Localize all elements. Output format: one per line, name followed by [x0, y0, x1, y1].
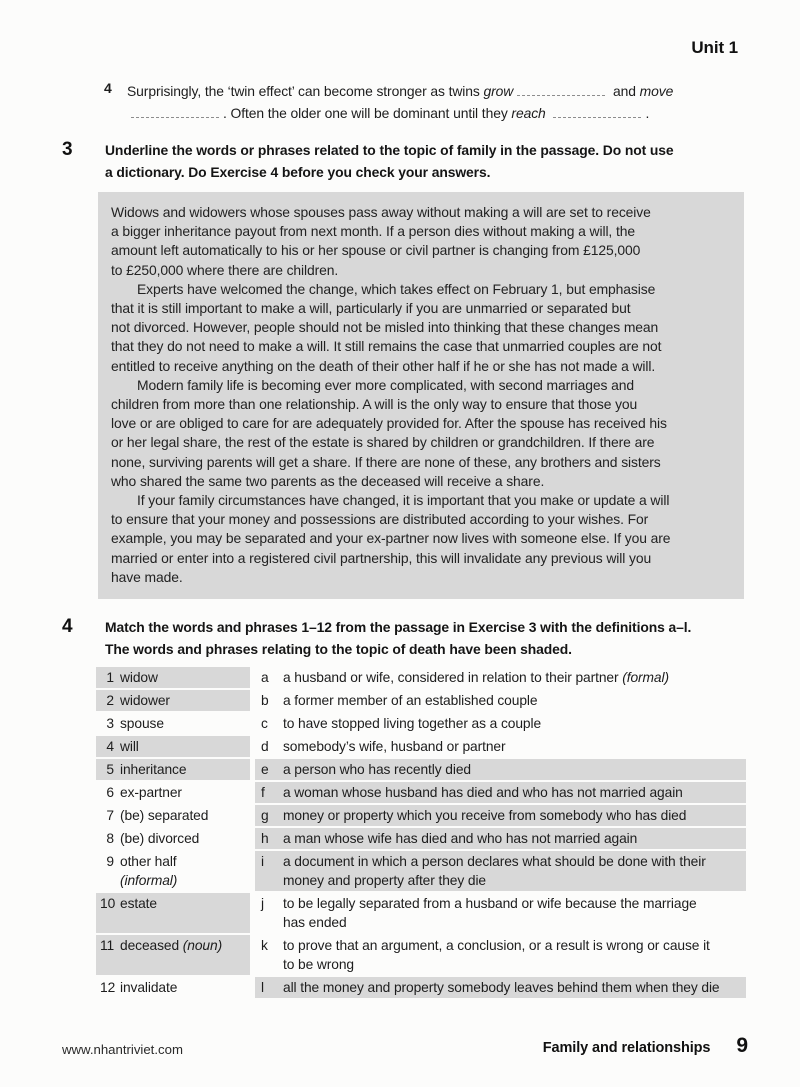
definition-text: [283, 978, 740, 997]
definition-line: a husband or wife, considered in relation to their partner (formal): [283, 670, 669, 685]
passage-line: entitled to receive anything on the death of their other half if he or she has not made a will.: [111, 357, 656, 374]
definition-line: to be legally separated from a husband or wife because the marriage: [283, 896, 697, 911]
word-cell: [96, 759, 250, 780]
word-number: 9: [106, 854, 114, 869]
word-number: 10: [100, 896, 116, 911]
item-text: [127, 80, 673, 124]
answer-blank: [517, 85, 605, 96]
exercise4-number: 4: [62, 616, 73, 637]
definition-line: has ended: [283, 915, 347, 930]
word-text: [120, 714, 246, 733]
word-label: ex-partner: [120, 785, 182, 800]
definition-cell: [255, 851, 746, 891]
passage-line: to £250,000 where there are children.: [111, 261, 339, 278]
definition-letter: c: [261, 716, 268, 731]
match-row: [96, 828, 746, 849]
footer-section-title: Family and relationships: [542, 1040, 711, 1056]
definition-text: [283, 760, 740, 779]
word-text: [120, 852, 246, 890]
definition-text: [283, 714, 740, 733]
word-number: 8: [106, 831, 114, 846]
footer-website: www.nhantriviet.com: [62, 1042, 183, 1057]
definition-line: a document in which a person declares what should be done with their: [283, 854, 706, 869]
definition-cell: [255, 805, 746, 826]
word-cell: [96, 935, 250, 975]
word-cell: [96, 667, 250, 688]
word-label: invalidate: [120, 980, 178, 995]
text-segment: and: [609, 83, 640, 99]
word-number: 12: [100, 980, 116, 995]
word-number: 5: [106, 762, 114, 777]
exercise4-instructions: [105, 617, 691, 660]
exercise3-instructions: [105, 140, 674, 183]
text-segment: move: [639, 83, 674, 99]
unit-label: Unit 1: [691, 38, 738, 57]
definition-text: [283, 894, 740, 932]
word-number: 1: [106, 670, 114, 685]
definition-letter: j: [261, 896, 264, 911]
word-cell: [96, 713, 250, 734]
text-segment: .: [645, 105, 650, 121]
word-label: inheritance: [120, 762, 187, 777]
word-number: 6: [106, 785, 114, 800]
word-cell: [96, 736, 250, 757]
word-cell: [96, 782, 250, 803]
match-row: [96, 690, 746, 711]
word-text: [120, 978, 246, 997]
word-cell: [96, 690, 250, 711]
definition-text: [283, 783, 740, 802]
definition-text: [283, 806, 740, 825]
answer-blank: [131, 107, 219, 118]
definition-letter: g: [261, 808, 269, 823]
definition-line: a person who has recently died: [283, 762, 471, 777]
passage-line: Modern family life is becoming ever more complicated, with second marriages and: [137, 376, 635, 393]
match-row: [96, 782, 746, 803]
match-row: [96, 759, 746, 780]
definition-note: (formal): [622, 670, 669, 685]
definition-line: all the money and property somebody leaves behind them when they die: [283, 980, 720, 995]
definition-cell: [255, 893, 746, 933]
passage-line: Widows and widowers whose spouses pass away without making a will are set to receive: [111, 204, 651, 220]
word-number: 11: [100, 938, 115, 953]
passage-line: that they do not need to make a will. It still remains the case that unmarried couples are not: [111, 338, 662, 355]
passage-line: Experts have welcomed the change, which takes effect on February 1, but emphasise: [137, 280, 656, 297]
passage-paragraph: [111, 203, 731, 280]
definition-letter: f: [261, 785, 265, 800]
definition-cell: [255, 977, 746, 998]
passage-line: a bigger inheritance payout from next month. If a person dies without making a will, the: [111, 223, 635, 240]
text-segment: grow: [483, 83, 514, 99]
word-label: widow: [120, 670, 158, 685]
word-text: [120, 829, 246, 848]
word-number: 4: [106, 739, 114, 754]
passage-paragraph: [111, 376, 731, 491]
passage-line: married or enter into a registered civil partnership, this will invalidate any previous will you: [111, 549, 652, 566]
footer-right: [543, 1034, 748, 1058]
match-row: [96, 851, 746, 891]
definition-cell: [255, 667, 746, 688]
text-segment: [546, 105, 550, 121]
word-text: [120, 936, 246, 974]
word-cell: [96, 893, 250, 933]
passage-line: who shared the same two parents as the deceased will receive a share.: [111, 472, 545, 489]
definition-letter: e: [261, 762, 269, 777]
exercise3-number: 3: [62, 139, 73, 160]
word-text: [120, 668, 246, 687]
passage-line: not divorced. However, people should not be misled into thinking that these changes mean: [111, 319, 659, 336]
reading-passage: [98, 192, 744, 599]
match-row: [96, 893, 746, 933]
instruction-line: The words and phrases relating to the topic of death have been shaded.: [105, 640, 572, 657]
text-segment: reach: [511, 105, 546, 121]
match-row: [96, 805, 746, 826]
passage-line: that it is still important to make a will, particularly if you are unmarried or separated but: [111, 300, 631, 317]
word-cell: [96, 805, 250, 826]
word-number: 7: [106, 808, 114, 823]
text-segment: . Often the older one will be dominant until they: [223, 105, 512, 121]
definition-text: [283, 691, 740, 710]
word-label: other half: [120, 854, 177, 869]
exercise4-header: [62, 617, 691, 660]
word-label: estate: [120, 896, 157, 911]
passage-paragraph: [111, 280, 731, 376]
item-number: 4: [104, 80, 112, 96]
word-note: (noun): [182, 938, 223, 953]
definition-letter: l: [261, 980, 264, 995]
passage-line: have made.: [111, 568, 183, 585]
instruction-line: Match the words and phrases 1–12 from the passage in Exercise 3 with the definitions a–l.: [105, 619, 692, 635]
definition-line: money and property after they die: [283, 873, 487, 888]
passage-line: amount left automatically to his or her spouse or civil partner is changing from £125,000: [111, 242, 641, 259]
instruction-line: Underline the words or phrases related to the topic of family in the passage. Do not use: [105, 142, 674, 158]
word-label: (be) divorced: [120, 831, 200, 846]
exercise3-header: [62, 140, 674, 183]
word-label: widower: [120, 693, 170, 708]
match-row: [96, 713, 746, 734]
word-text: [120, 806, 246, 825]
word-label: (be) separated: [120, 808, 209, 823]
match-list: [96, 667, 746, 1000]
passage-line: none, surviving parents will get a share. If there are none of these, any brothers and sisters: [111, 453, 661, 470]
page-number: 9: [736, 1034, 748, 1057]
definition-line: to have stopped living together as a couple: [283, 716, 542, 731]
definition-cell: [255, 935, 746, 975]
definition-letter: a: [261, 670, 269, 685]
instruction-line: a dictionary. Do Exercise 4 before you check your answers.: [105, 163, 491, 180]
passage-line: to ensure that your money and possessions are distributed according to your wishes. For: [111, 511, 649, 528]
definition-line: somebody’s wife, husband or partner: [283, 739, 506, 754]
match-row: [96, 977, 746, 998]
word-label: will: [120, 739, 139, 754]
word-text: [120, 894, 246, 932]
definition-cell: [255, 736, 746, 757]
definition-cell: [255, 828, 746, 849]
word-text: [120, 691, 246, 710]
word-label: spouse: [120, 716, 164, 731]
word-text: [120, 737, 246, 756]
definition-cell: [255, 782, 746, 803]
word-text: [120, 760, 246, 779]
definition-letter: d: [261, 739, 269, 754]
answer-blank: [553, 107, 641, 118]
definition-line: to be wrong: [283, 957, 354, 972]
word-number: 3: [106, 716, 114, 731]
definition-line: to prove that an argument, a conclusion, or a result is wrong or cause it: [283, 938, 710, 953]
word-cell: [96, 828, 250, 849]
definition-line: a woman whose husband has died and who has not married again: [283, 785, 683, 800]
passage-line: If your family circumstances have changed, it is important that you make or update a will: [137, 492, 670, 509]
word-cell: [96, 851, 250, 891]
passage-paragraph: [111, 491, 731, 587]
definition-text: [283, 852, 740, 890]
match-row: [96, 736, 746, 757]
word-label: deceased (noun): [120, 938, 223, 953]
word-cell: [96, 977, 250, 998]
definition-letter: k: [261, 938, 268, 953]
passage-line: or her legal share, the rest of the estate is shared by children or grandchildren. If there are: [111, 434, 655, 451]
fill-in-item: [104, 80, 734, 124]
match-row: [96, 935, 746, 975]
word-note: (informal): [120, 873, 178, 888]
passage-line: love or are obliged to care for are adequately provided for. After the spouse has received his: [111, 415, 667, 432]
definition-text: [283, 668, 740, 687]
text-segment: Surprisingly, the ‘twin effect’ can become stronger as twins: [127, 83, 484, 99]
definition-text: [283, 737, 740, 756]
match-row: [96, 667, 746, 688]
definition-text: [283, 829, 740, 848]
definition-line: a man whose wife has died and who has not married again: [283, 831, 638, 846]
passage-line: children from more than one relationship. A will is the only way to ensure that those you: [111, 396, 638, 413]
definition-cell: [255, 713, 746, 734]
definition-line: money or property which you receive from somebody who has died: [283, 808, 687, 823]
definition-cell: [255, 759, 746, 780]
definition-letter: h: [261, 831, 269, 846]
definition-line: a former member of an established couple: [283, 693, 538, 708]
definition-cell: [255, 690, 746, 711]
passage-line: example, you may be separated and your ex-partner now lives with someone else. If you are: [111, 530, 671, 547]
word-text: [120, 783, 246, 802]
definition-text: [283, 936, 740, 974]
definition-letter: b: [261, 693, 269, 708]
word-number: 2: [106, 693, 114, 708]
definition-letter: i: [261, 854, 264, 869]
